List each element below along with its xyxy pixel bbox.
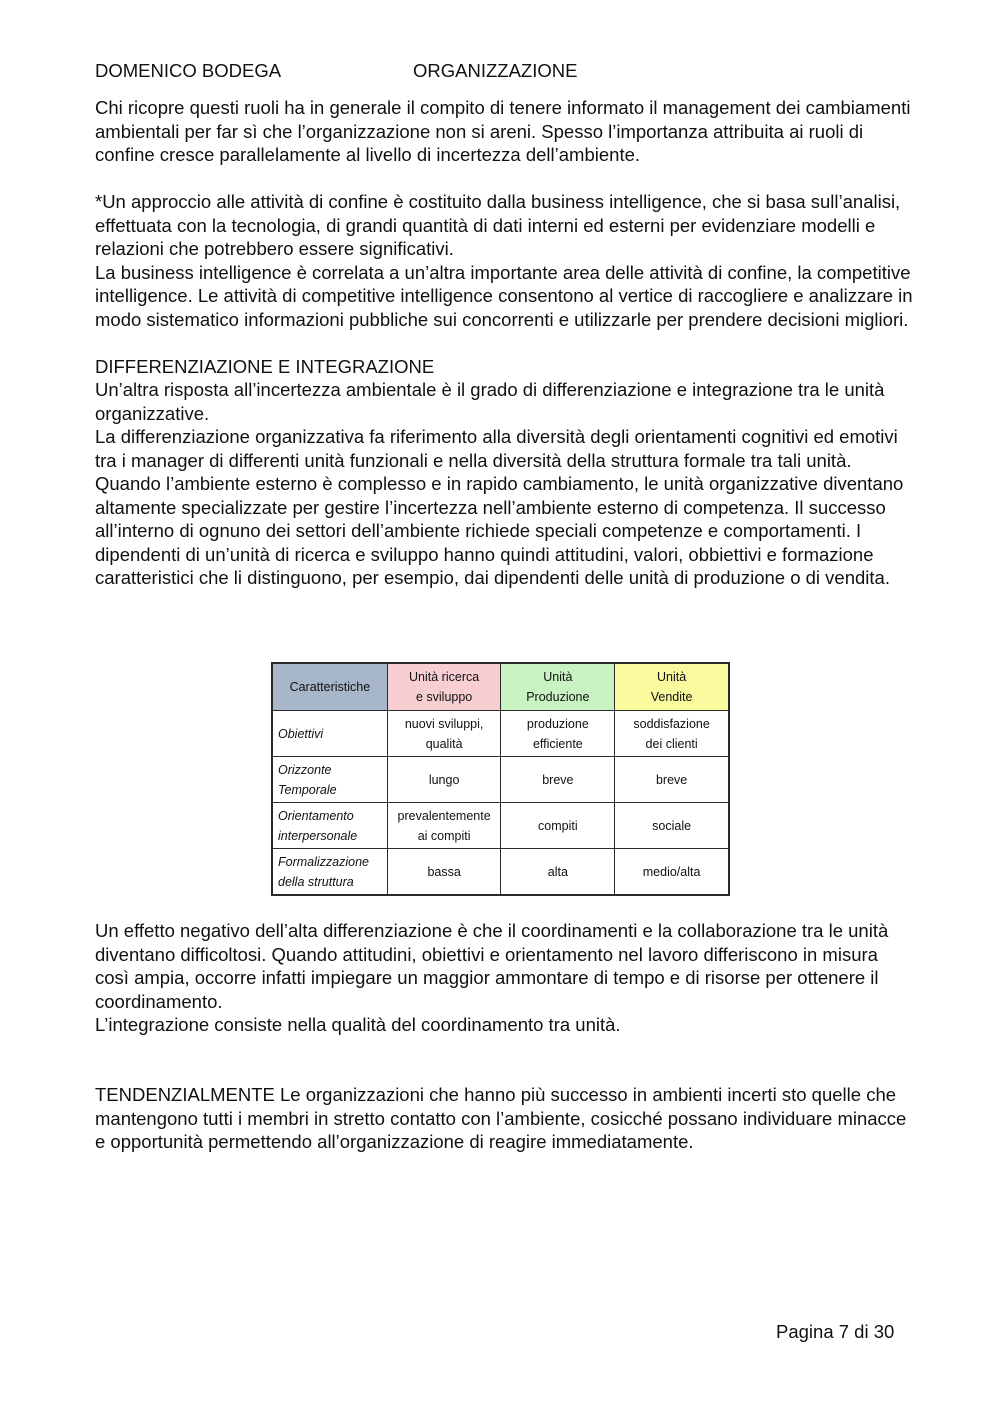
table-cell: soddisfazione dei clienti: [615, 711, 729, 757]
header-sales-unit: Unità Vendite: [615, 663, 729, 711]
header-characteristics: Caratteristiche: [272, 663, 387, 711]
header-rs-unit: Unità ricerca e sviluppo: [387, 663, 501, 711]
row-label-objectives: Obiettivi: [272, 711, 387, 757]
table-cell: breve: [501, 757, 615, 803]
table-row: [272, 803, 729, 849]
text-block-intro: [95, 96, 915, 590]
paragraph-integration-definition: L’integrazione consiste nella qualità del coordinamento tra unità.: [95, 1014, 621, 1035]
paragraph-differentiation-intro: Un’altra risposta all’incertezza ambientale è il grado di differenziazione e integrazione tra le unità organizzative.: [95, 379, 885, 424]
table-cell: alta: [501, 849, 615, 896]
section-heading: DIFFERENZIAZIONE E INTEGRAZIONE: [95, 355, 435, 377]
paragraph-competitive-intelligence: La business intelligence è correlata a un’altra importante area delle attività di confine, la competitive intelligence. Le attività di competitive intelligence consentono al vertice di raccogliere e analizzare in modo sistematico informazioni pubbliche sui concorrenti e utilizzarle per prendere decisioni migliori.: [95, 261, 913, 330]
characteristics-table: [271, 662, 730, 896]
row-label-time-horizon: Orizzonte Temporale: [272, 757, 387, 803]
text-block-integration: [95, 919, 915, 1037]
header-production-unit: Unità Produzione: [501, 663, 615, 711]
page-number: Pagina 7 di 30: [776, 1321, 895, 1342]
paragraph-negative-effect: Un effetto negativo dell’alta differenziazione è che il coordinamenti e la collaborazione tra le unità diventano difficoltosi. Quando attitudini, obiettivi e orientamento nel lavoro differiscono in misura così ampia, occorre infatti impiegare un maggior ammontare di tempo e di risorse per ottenere il coordinamento.: [95, 920, 889, 1012]
characteristics-table-container: [271, 662, 730, 896]
table-cell: breve: [615, 757, 729, 803]
table-cell: medio/alta: [615, 849, 729, 896]
page-header: [95, 60, 578, 82]
table-row: [272, 711, 729, 757]
row-label-interpersonal: Orientamento interpersonale: [272, 803, 387, 849]
table-cell: produzione efficiente: [501, 711, 615, 757]
table-cell: nuovi sviluppi, qualità: [387, 711, 501, 757]
author-name: DOMENICO BODEGA: [95, 60, 282, 81]
paragraph-boundary-roles: Chi ricopre questi ruoli ha in generale il compito di tenere informato il management dei cambiamenti ambientali per far sì che l’organizzazione non si areni. Spesso l’importanza attribuita ai ruoli di confine cresce parallelamente al livello di incertezza dell’ambiente.: [95, 97, 911, 165]
table-cell: bassa: [387, 849, 501, 896]
paragraph-business-intelligence: *Un approccio alle attività di confine è costituito dalla business intelligence, che si basa sull’analisi, effettuata con la tecnologia, di grandi quantità di dati interni ed esterni per evidenziare modelli e relazioni che potrebbero essere significativi.: [95, 191, 901, 259]
table-row: [272, 757, 729, 803]
text-block-tendency: [95, 1083, 915, 1154]
paragraph-tendency: TENDENZIALMENTE Le organizzazioni che hanno più successo in ambienti incerti sto quelle che mantengono tutti i membri in stretto contatto con l’ambiente, cosicché possano individuare minacce e opportunità permettendo all’organizzazione di reagire immediatamente.: [95, 1084, 907, 1152]
row-label-formalization: Formalizzazione della struttura: [272, 849, 387, 896]
table-cell: compiti: [501, 803, 615, 849]
table-cell: sociale: [615, 803, 729, 849]
paragraph-differentiation-definition: La differenziazione organizzativa fa riferimento alla diversità degli orientamenti cognitivi ed emotivi tra i manager di differenti unità funzionali e nella diversità della struttura formale tra tali unità. Quando l’ambiente esterno è complesso e in rapido cambiamento, le unità organizzative diventano altamente specializzate per gestire l’incertezza nell’ambiente esterno di competenza. Il successo all’interno di ognuno dei settori dell’ambiente richiede speciali competenze e comportamenti. I dipendenti di un’unità di ricerca e sviluppo hanno quindi attitudini, valori, obbiettivi e formazione caratteristici che li distinguono, per esempio, dai dipendenti delle unità di produzione o di vendita.: [95, 426, 904, 588]
table-cell: lungo: [387, 757, 501, 803]
table-row: [272, 849, 729, 896]
table-header-row: [272, 663, 729, 711]
table-cell: prevalentemente ai compiti: [387, 803, 501, 849]
document-subject: ORGANIZZAZIONE: [413, 60, 578, 81]
